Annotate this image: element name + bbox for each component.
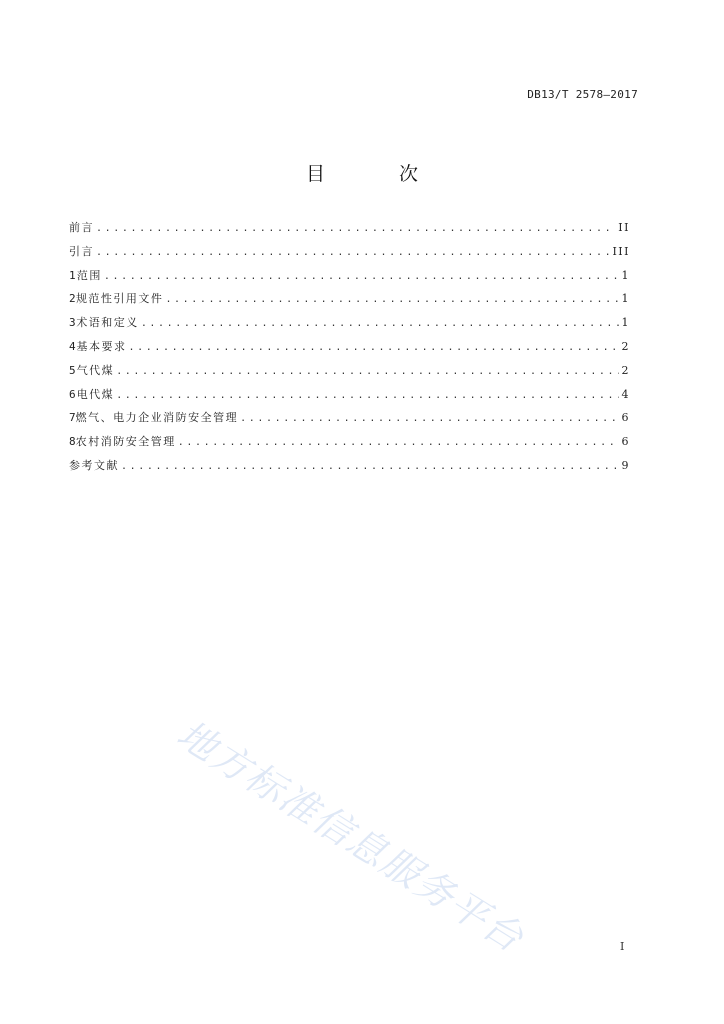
toc-dot-leader	[141, 318, 619, 329]
watermark: 地方标准信息服务平台	[169, 711, 533, 962]
toc-dot-leader	[104, 271, 619, 282]
toc-entry-gas-for-coal[interactable]	[69, 362, 630, 386]
toc-entry-page: 2	[621, 363, 630, 377]
page-number: I	[620, 940, 625, 953]
toc-entry-label: 参考文献	[69, 458, 119, 472]
toc-dot-leader	[165, 294, 618, 305]
toc-entry-page: 6	[621, 411, 630, 425]
toc-entry-terms-definitions[interactable]	[69, 314, 630, 338]
toc-entry-number: 3	[69, 316, 76, 330]
toc-dot-leader	[96, 223, 615, 234]
toc-dot-leader	[240, 413, 618, 424]
toc-title: 目 次	[305, 163, 453, 185]
toc-entry-label: 前言	[69, 221, 94, 234]
toc-entry-label: 电代煤	[76, 387, 115, 401]
toc-entry-number: 8	[69, 435, 76, 449]
toc-entry-label: 术语和定义	[76, 316, 139, 330]
toc-entry-number: 6	[69, 387, 76, 401]
document-code: DB13/T 2578—2017	[527, 88, 638, 101]
toc-entry-page: III	[612, 244, 630, 258]
toc-entry-number: 5	[69, 363, 76, 377]
toc-dot-leader	[121, 461, 619, 472]
toc-entry-label: 基本要求	[76, 339, 127, 353]
toc-entry-introduction[interactable]	[69, 243, 630, 267]
toc-entry-page: II	[618, 221, 630, 234]
toc-entry-page: 6	[621, 435, 630, 449]
toc-entry-normative-references[interactable]	[69, 290, 630, 314]
toc-entry-number: 1	[69, 268, 76, 282]
toc-entry-number: 7	[69, 411, 76, 425]
toc-entry-label: 引言	[69, 244, 94, 258]
toc-entry-label: 规范性引用文件	[75, 292, 164, 306]
toc-entry-basic-requirements[interactable]	[69, 338, 630, 362]
toc-entry-page: 1	[621, 316, 630, 330]
toc-entry-label: 燃气、电力企业消防安全管理	[75, 411, 239, 425]
toc-entry-foreword[interactable]	[69, 219, 630, 243]
toc-dot-leader	[116, 366, 618, 377]
toc-entry-page: 4	[621, 387, 630, 401]
toc-dot-leader	[129, 342, 619, 353]
toc-entry-label: 农村消防安全管理	[75, 435, 176, 449]
toc-entry-rural-fire-safety[interactable]	[69, 433, 630, 457]
toc-entry-number: 2	[69, 292, 76, 306]
toc-dot-leader	[116, 390, 618, 401]
toc-entry-page: 2	[621, 339, 630, 353]
toc-entry-number: 4	[69, 339, 76, 353]
toc-entry-page: 1	[621, 268, 630, 282]
toc-entry-label: 范围	[76, 268, 102, 282]
toc-entry-label: 气代煤	[76, 363, 115, 377]
toc-entry-page: 9	[621, 458, 630, 472]
toc-entry-bibliography[interactable]	[69, 457, 630, 481]
toc-entry-page: 1	[621, 292, 630, 306]
toc-entry-scope[interactable]	[69, 267, 630, 291]
toc-entry-enterprise-fire-safety[interactable]	[69, 409, 630, 433]
toc-dot-leader	[96, 247, 609, 258]
table-of-contents	[69, 219, 630, 481]
toc-entry-electricity-for-coal[interactable]	[69, 386, 630, 410]
toc-dot-leader	[178, 437, 619, 448]
